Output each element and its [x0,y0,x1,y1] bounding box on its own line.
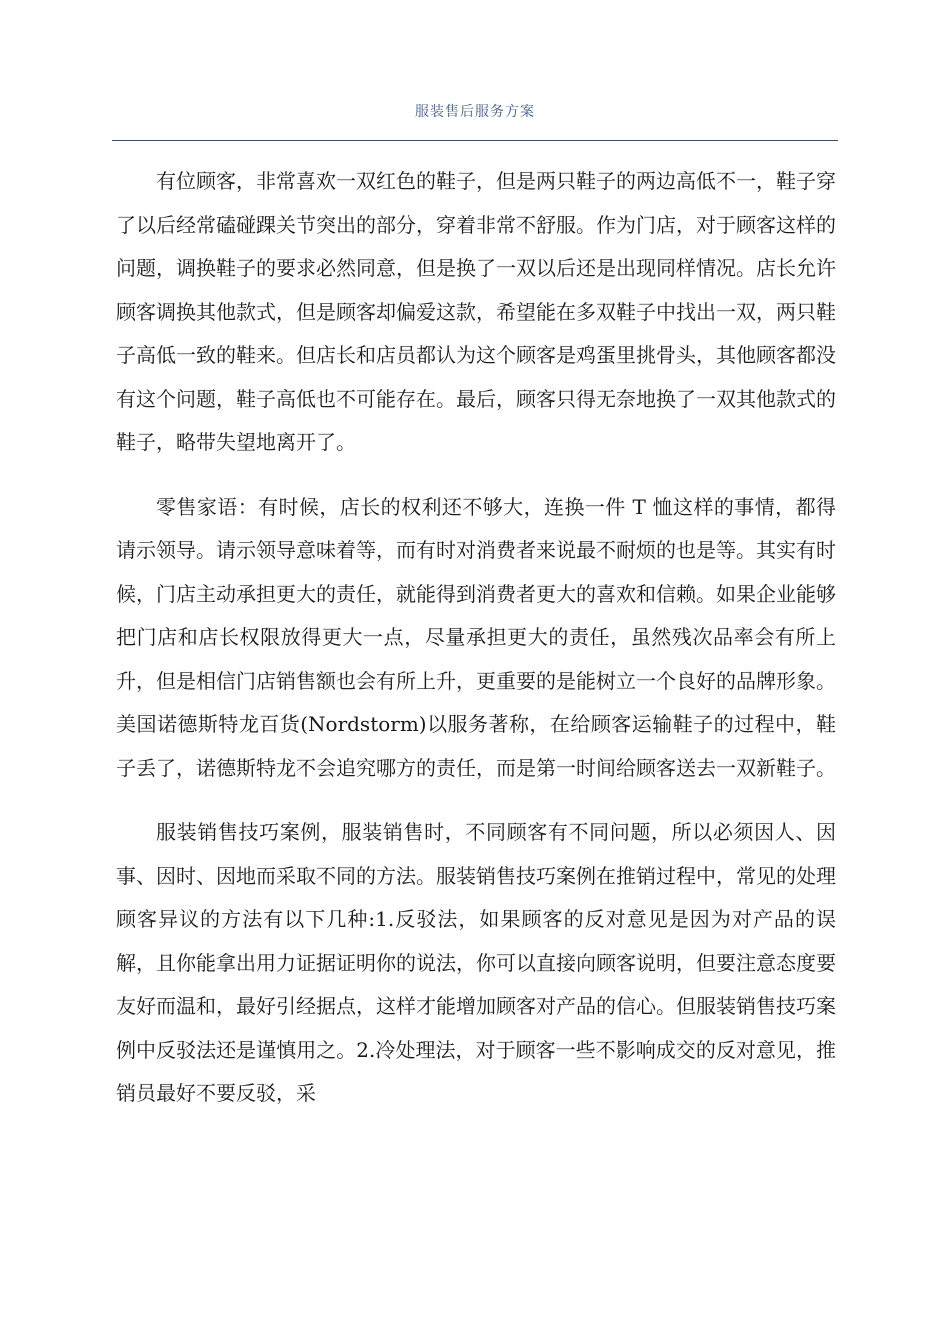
paragraph-3: 服装销售技巧案例，服装销售时，不同顾客有不同问题，所以必须因人、因事、因时、因地而采取不同的方法。服装销售技巧案例在推销过程中，常见的处理顾客异议的方法有以下几种:1.反驳法，如果顾客的反对意见是因为对产品的误解，且你能拿出用力证据证明你的说法，你可以直接向顾客说明，但要注意态度要友好而温和，最好引经据点，这样才能增加顾客对产品的信心。但服装销售技巧案例中反驳法还是谨慎用之。2.冷处理法，对于顾客一些不影响成交的反对意见，推销员最好不要反驳，采 [116,820,836,1105]
paragraph-1: 有位顾客，非常喜欢一双红色的鞋子，但是两只鞋子的两边高低不一，鞋子穿了以后经常磕碰踝关节突出的部分，穿着非常不舒服。作为门店，对于顾客这样的问题，调换鞋子的要求必然同意，但是换了一双以后还是出现同样情况。店长允许顾客调换其他款式，但是顾客却偏爱这款，希望能在多双鞋子中找出一双，两只鞋子高低一致的鞋来。但店长和店员都认为这个顾客是鸡蛋里挑骨头，其他顾客都没有这个问题，鞋子高低也不可能存在。最后，顾客只得无奈地换了一双其他款式的鞋子，略带失望地离开了。 [116,169,836,454]
page-header-title: 服装售后服务方案 [415,104,535,120]
header-divider [112,140,838,141]
paragraph-2: 零售家语：有时候，店长的权利还不够大，连换一件 T 恤这样的事情，都得请示领导。请示领导意味着等，而有时对消费者来说最不耐烦的也是等。其实有时候，门店主动承担更大的责任，就能得到消费者更大的喜欢和信赖。如果企业能够把门店和店长权限放得更大一点，尽量承担更大的责任，虽然残次品率会有所上升，但是相信门店销售额也会有所上升，更重要的是能树立一个良好的品牌形象。美国诺德斯特龙百货(Nordstorm)以服务著称，在给顾客运输鞋子的过程中，鞋子丢了，诺德斯特龙不会追究哪方的责任，而是第一时间给顾客送去一双新鞋子。 [116,494,836,780]
document-body [116,160,836,1137]
